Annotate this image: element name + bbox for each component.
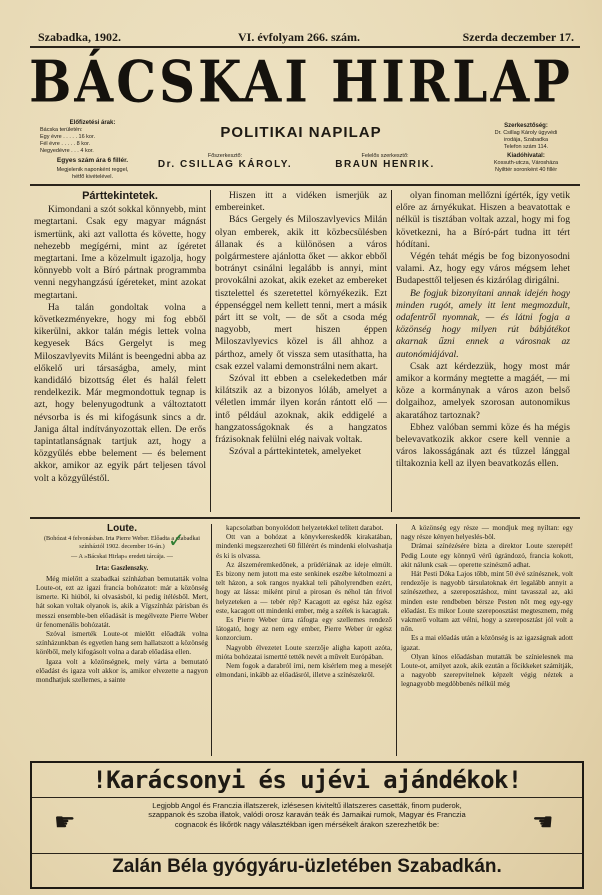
issue-date: Szerda deczember 17. [462, 30, 574, 44]
newspaper-title: BÁCSKAI HIRLAP [29, 47, 573, 116]
section-rule [30, 517, 580, 519]
advert-body: Legjobb Angol és Franczia illatszerek, izlésesen kiviteltű illatszeres casetták, finom puderok, szappanok és szoba illatok, valódi orosz karaván teák és Jamaikai rumok, Magyar és Franczia cognacok és likőrök nagy választékban igen mérsékelt árakon szerezhetők be: [148, 801, 466, 829]
advert-rule [32, 797, 582, 798]
newspaper-subtitle: POLITIKAI NAPILAP [220, 124, 382, 141]
article-loute-col2 [216, 524, 392, 756]
paragraph: Es a mai előadás után a közönség is az igazságnak adott igazat. [401, 634, 573, 652]
paragraph: Olyan kínos előadásban mutatták be színielesnek ma Loute-ot, amilyet azok, akik ezután a főcikkeket számítják, a nagyobb szerepvitelnek képzelt végig néztek a legnagyobb megdöbbenés nélkül még [401, 652, 573, 689]
advert-title: !Karácsonyi és ujévi ajándékok! [92, 766, 522, 794]
masthead-top-line [38, 30, 574, 46]
paragraph: Nem fogok a darabról írni, nem kísérlem meg a mesejét elmondani, inkább az előadásról, illetve a színészekről. [216, 662, 392, 680]
responsible-editor-name: BRAUN HENRIK. [335, 159, 435, 170]
office-line: Telefon szám 114. [503, 144, 549, 150]
article-loute-subtitle: (Bohózat 4 felvonásban. Irta Pierre Weber. Előadta a szabadkai színháztól 1902. december 16-án.) [43, 535, 201, 550]
paragraph: Végén tehát mégis be fog bizonyosodni valami. Az, hogy egy város mégsem lehet Budapesttől teljesen és kizárólag dirigálni. [396, 251, 570, 287]
article-loute-col1 [36, 524, 208, 756]
article-loute-col3 [401, 524, 573, 756]
paragraph: Igaza volt a közönségnek, mely várta a bemutató előadást és igaza volt akkor is, amikor elvezette a nagyon mondhatjuk szellemes, a sainte [36, 657, 208, 685]
responsible-editor [305, 153, 465, 170]
advert-rule [32, 853, 582, 854]
publication-note: Megjelenik naponként reggel, [56, 167, 129, 173]
chief-editor-label: Főszerkesztő: [207, 153, 243, 159]
paragraph: A közönség egy része — mondjuk meg nyíltan: egy nagy része kényen helyeslés-böl. [401, 524, 573, 542]
column-divider [210, 190, 211, 512]
chief-editor-name: Dr. CSILLAG KÁROLY. [157, 159, 293, 170]
article-partisan-col2 [215, 190, 387, 512]
advert-footer: Zalán Béla gyógyáru-üzletében Szabadkán. [112, 856, 502, 877]
paragraph: Szóval itt ebben a cselekedetben már kilátszik az a bizonyos lóláb, amelyet a véletlen immár ilyen korán rántott elő — intő például azoknak, akik eddigelé a hangzatosságoknak és a hangzatos frázisoknak felülni elég naivak voltak. [215, 373, 387, 446]
single-issue-price: Egyes szám ára 6 fillér. [56, 157, 129, 164]
publication-note: hétfő kivételével. [72, 174, 113, 180]
article-partisan-col1 [34, 190, 206, 512]
pointing-hand-right-icon: ☛ [54, 810, 76, 836]
article-loute-source: — A »Bácskai Hirlap« eredeti tárcája. — [71, 553, 173, 561]
column-divider [391, 190, 392, 512]
paragraph: Nagyobb élvezetet Loute szerzője aligha kapott azóta, mióta bohózatai ismertté tették nevét a művelt Európában. [216, 643, 392, 661]
paragraph: Szóval a párttekintetek, amelyeket [229, 446, 362, 458]
paragraph: kapcsolatban bonyolódott helyzetekkel telített darabot. [226, 524, 384, 532]
editorial-office-info [470, 123, 582, 174]
paragraph: Ott van a bohózat a könyvkereskedők kirakatában, mindenki megszerezheti 60 fillérért és mindenki elolvashatja és ki is olvassa. [216, 533, 392, 560]
subscription-heading: Előfizetési árak: [69, 120, 116, 126]
masthead-rule-bottom [30, 184, 580, 186]
column-divider [211, 524, 212, 756]
paragraph: Drámai színézésére bízta a direktor Loute szerepét! Pedig Loute egy könnyű vérű úgrándozó, francia kokott, akit nálunk csak — operette szinésznő adhat. [401, 542, 573, 569]
volume-number: VI. évfolyam 266. szám. [238, 30, 360, 44]
column-divider [396, 524, 397, 756]
subscription-line: Bácska területén: [40, 127, 83, 133]
article-partisan-heading: Párttekintetek. [82, 190, 158, 202]
office-line: Nyilttér soronként 40 fillér [494, 167, 558, 173]
paragraph: Be fogjuk bizonyítani annak idején hogy minden rugót, amely itt lent megmozdult, odafentről nyomnak, — és látni fogja a közönség hogy milyen rút bábjátékot akarnak űzni ennek a városnak az autonómiájával. [396, 287, 570, 360]
paragraph: Es Pierre Weber úrra ráfogta egy szellemes rendező látogató, hogy az nem egy ember, Pierre Weber úr egész konzorcium. [216, 616, 392, 643]
paragraph: Ebhez valóban semmi köze és ha mégis belevavatkozik akkor csere kell vennie a város lakosságának azt és tűzzel lánggal tiltakoznia kell az ilyen beavatkozás ellen. [396, 421, 570, 470]
paragraph: Hiszen itt a vidéken ismerjük az embereinket. [215, 190, 387, 214]
paragraph: Még mielőtt a szabadkai színházban bemutatták volna Loute-ot, ezt az igazi francia bohózatot: már a közönség ismerte. Ki hiúból, ki olvasásból, ki pedig ítélésből. Mert, hát sokan voltak olyanok is, akik a Vígszínház párisban és messzi ensemble-ben előadását is megélvezte Pierre Weber úr fenomenális bohózatát. [36, 574, 208, 629]
place-date: Szabadka, 1902. [38, 30, 122, 44]
paragraph: olyan finoman mellőzni ígérték, így vetik előre az árnyékukat. Hiszen a beavatottak e nélkül is tisztában voltak azzal, hogy mi fog következni, ha a Bíró-párt tudna itt tért hódítani. [396, 190, 570, 250]
article-loute-heading: Loute. [107, 524, 137, 534]
office-line: irodája, Szabadka [503, 137, 549, 143]
paragraph: Az álszeméremkedőnek, a prüdériának az ideje elmúlt. Es bizony nem jutott ma este senkinek eszébe kétolmozni a telt házon, a sok rangos nyakkal teli páholyrendben ezért, hogy az lássa: miként pirul a pirosan és néhol tán frivol helyzeteken a — tebér rép? Kacagott az egész ház egész este, kacagott ott mindenki ember, még a szélek is kacagtak. [216, 560, 392, 615]
subscription-line: Fél évre . . . . . 8 kor. [40, 141, 91, 147]
paragraph: Hát Pesti Dóka Lajos tőbb, mint 50 évé színésznek, volt rendezője is nagyobb társulatoknak ért legalább annyit a színészethez, a szereposztáshoz, mint tavasszal az, aki minden este rendbeben bérsze Pesten nőt meg egy-egy előadást. Es mikor Loute szerepoosztást megtesznem, még vakmerő voltam azt vélni, hogy a szereposztást jól volt a nőn. [401, 570, 573, 634]
subscription-info [40, 120, 145, 181]
office-line: Dr. Csillag Károly ügyvédi [494, 130, 558, 136]
editorial-office-heading: Szerkesztőség: [504, 123, 548, 129]
paragraph: Szóval ismerték Loute-ot mielőtt előadták volna színházunkban és egyetlen hang sem hallatszott a közönség köréből, mely kifogásolt volna a darab előadása ellen. [36, 630, 208, 657]
publishing-office-heading: Kiadóhivatal: [507, 153, 545, 159]
paragraph: Kimondani a szót sokkal könnyebb, mint megtartani. Csak egy magyar mágnást ismertünk, aki azt vallotta és követte, hogy nehezebb megígérni, mint az ígéretet megtartani. Ime a közelmult igazolja, hogy könnyebb volt a Bíró pártnak programmba venni negyhangzású ígéreteket, mint azokat megtartani. [34, 204, 206, 301]
pointing-hand-left-icon: ☚ [532, 810, 554, 836]
paragraph: Csak azt kérdezzük, hogy most már amikor a kormány megtette a magáét, — mi köze a kormánynak a város azon belső dolgaihoz, amelyek szorosan autonomikus akaratához tartoznak? [396, 360, 570, 421]
article-partisan-col3 [396, 190, 570, 512]
check-icon: ✓ [168, 528, 185, 552]
responsible-editor-label: Felelős szerkesztő: [361, 153, 409, 159]
chief-editor [150, 153, 300, 170]
paragraph: Bács Gergely és Miloszavlyevics Milán olyan emberek, akik itt közbecsülésben állanak és a különösen a város polgármestere ajánlotta őket — akkor ebből botrányt csinálni legalább is annyi, mint provokálni azokat, akik ezeket az embereket tisztelettel és szeretettel környékezik. Ezt éppenséggel nem kellett tenni, mert a másik párt itt se volt, — de sőt a csoda még nagyobb, mert hiszen éppen Miloszavlyevics közel is áll ahhoz a párthoz, amely őt vissza sem utasíthatta, ha csak ezzel valami demonstrálni nem akart. [215, 214, 387, 372]
subscription-line: Negyedévre . . . 4 kor. [40, 148, 94, 154]
office-line: Kossuth-utcza, Városháza [493, 160, 559, 166]
subscription-line: Egy évre . . . . . 16 kor. [40, 134, 96, 140]
christmas-advertisement [30, 761, 584, 889]
paragraph: Ha talán gondoltak volna a következményekre, hogy mi fog ebből kikerülni, akkor talán mégis lettek volna kegyesek Bács Gergelyt is meg Miloszavlyevits Milánt is beengedni abba az előkelő uri társaságba, amely, mint kandidáló bizottság élet és halál felett rendelkezik. Már megmondottuk tegnap is azt, hogy belenyugodtunk a változtatott névsorba is és mi kifogásunk sincs a dr. Janiga által indítványozottak ellen. De erős tapintatlanságnak tartjuk azt, hogy a közgyűlés ebbe belement — és belement akkor, amikor az egyik párt teljesen távol volt a közgyűléstől. [34, 301, 206, 484]
article-loute-author: Irta: Gaszlenszky. [95, 564, 149, 572]
